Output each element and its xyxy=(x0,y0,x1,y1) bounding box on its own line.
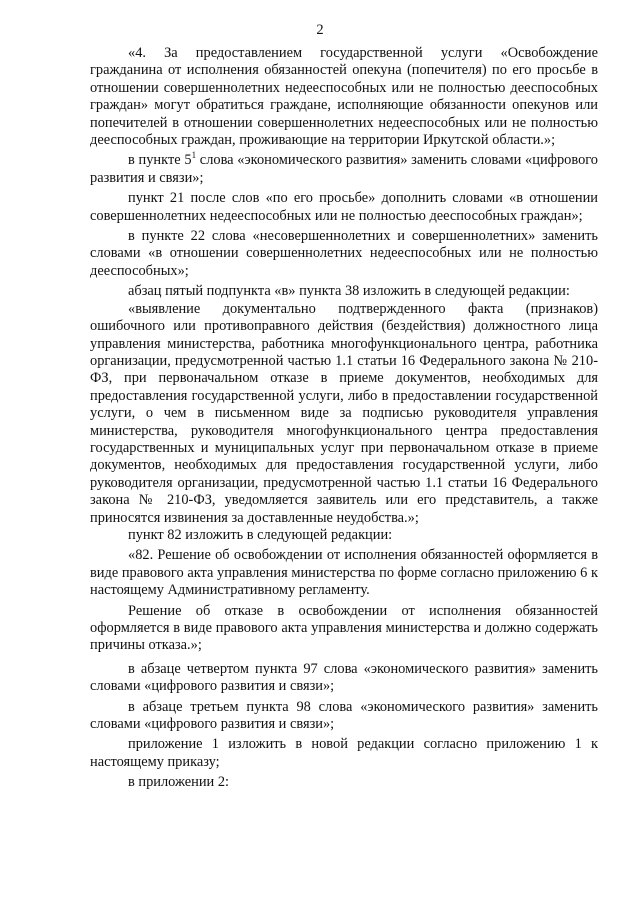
page-number: 2 xyxy=(316,22,324,38)
paragraph-appendix-1: приложение 1 изложить в новой редакции согласно приложению 1 к настоящему приказу; xyxy=(90,736,598,770)
paragraph-point-97: в абзаце четвертом пункта 97 слова «экономического развития» заменить словами «цифрового развития и связи»; xyxy=(90,660,598,695)
paragraph-point-5-1-after: слова «экономического развития» заменить словами «цифрового развития и связи»; xyxy=(90,152,599,186)
paragraph-point-22: в пункте 22 слова «несовершеннолетних и совершеннолетних» заменить словами «в отношении совершеннолетних недееспособных или не полностью дееспособных»; xyxy=(90,228,598,279)
paragraph-point-98: в абзаце третьем пункта 98 слова «экономического развития» заменить словами «цифрового развития и связи»; xyxy=(90,698,598,733)
paragraph-appendix-2: в приложении 2: xyxy=(128,774,230,791)
paragraph-point-82-quote: «82. Решение об освобождении от исполнения обязанностей оформляется в виде правового акта управления министерства по форме согласно приложению 6 к настоящему Административному регламенту. xyxy=(90,547,598,599)
paragraph-point-5-1-before: в пункте 5 xyxy=(128,152,192,169)
paragraph-refusal-decision: Решение об отказе в освобождении от исполнения обязанностей оформляется в виде правового акта управления министерства и должно содержать причины отказа.»; xyxy=(90,602,598,654)
paragraph-point-38: абзац пятый подпункта «в» пункта 38 изложить в следующей редакции: xyxy=(128,283,570,300)
paragraph-point-82: пункт 82 изложить в следующей редакции: xyxy=(128,526,393,543)
paragraph-point-5-1 xyxy=(90,152,598,187)
document-body xyxy=(90,45,598,792)
paragraph-point-38-quote: «выявление документально подтвержденного факта (признаков) ошибочного или противоправного действия (бездействия) должностного лица управления министерства, работника многофункционального центра, работника организации, предусмотренной частью 1.1 статьи 16 Федерального закона № 210-ФЗ, при первоначальном отказе в приеме документов, необходимых для предоставления государственной услуги, либо в предоставлении государственной услуги, о чем в письменном виде за подписью руководителя управления министерства, руководителя многофункционального центра предоставления государственных и муниципальных услуг при первоначальном отказе в приеме документов, необходимых для предоставления государственной услуги, либо руководителя организации, предусмотренной частью 1.1 статьи 16 Федерального закона № 210-ФЗ, уведомляется заявитель или его представитель, а также приносятся извинения за доставленные неудобства.»; xyxy=(90,300,598,526)
paragraph-point-21: пункт 21 после слов «по его просьбе» дополнить словами «в отношении совершеннолетних недееспособных или не полностью дееспособных граждан»; xyxy=(90,190,598,224)
superscript-index: 1 xyxy=(191,150,197,161)
paragraph-item-4: «4. За предоставлением государственной услуги «Освобождение гражданина от исполнения обязанностей опекуна (попечителя) по его просьбе в отношении совершеннолетних недееспособных или не полностью дееспособных граждан» могут обратиться граждане, исполняющие обязанности опекунов или попечителей в отношении совершеннолетних недееспособных или не полностью дееспособных граждан, проживающие на территории Иркутской области.»; xyxy=(90,45,598,149)
